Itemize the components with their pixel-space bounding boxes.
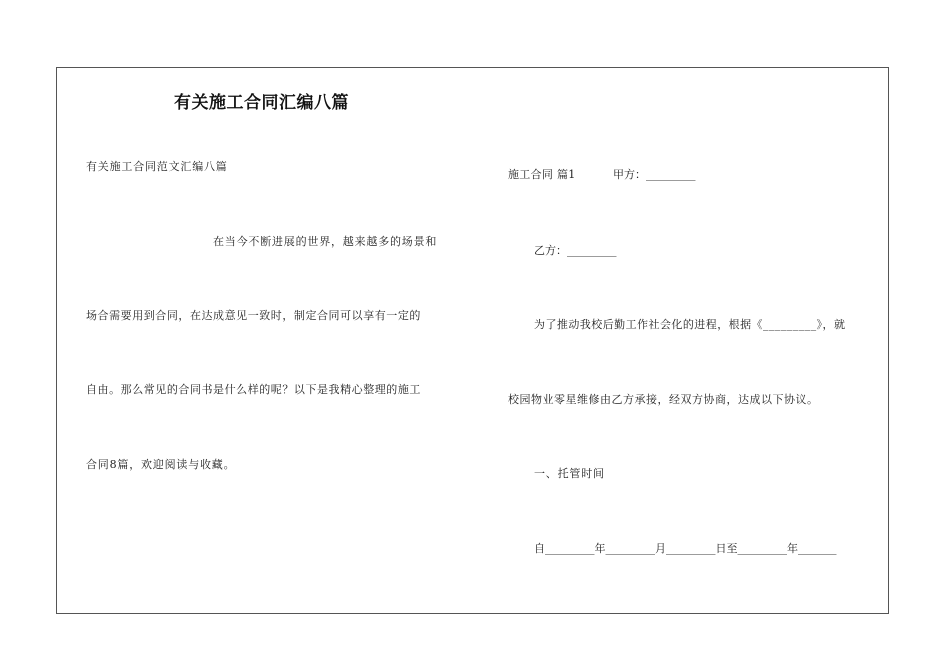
party-b-field: 乙方：_________ xyxy=(534,244,617,257)
intro-line-2: 场合需要用到合同，在达成意见一致时，制定合同可以享有一定的 xyxy=(86,309,421,322)
intro-line-4: 合同8篇，欢迎阅读与收藏。 xyxy=(86,458,236,471)
intro-line-3: 自由。那么常见的合同书是什么样的呢？以下是我精心整理的施工 xyxy=(86,383,421,396)
contract-heading: 施工合同 篇1 xyxy=(508,168,576,181)
document-subtitle: 有关施工合同范文汇编八篇 xyxy=(86,160,228,173)
section-heading-1: 一、托管时间 xyxy=(534,467,605,480)
page-frame xyxy=(56,67,889,614)
purpose-line-2: 校园物业零星维修由乙方承接，经双方协商，达成以下协议。 xyxy=(508,393,819,406)
date-range-line: 自_________年_________月_________日至_________年_______ xyxy=(534,542,837,555)
party-a-field: 甲方：_________ xyxy=(613,168,696,181)
purpose-line-1: 为了推动我校后勤工作社会化的进程，根据《_________》，就 xyxy=(534,318,846,331)
document-title: 有关施工合同汇编八篇 xyxy=(174,93,349,113)
intro-line-1: 在当今不断进展的世界，越来越多的场景和 xyxy=(213,235,438,248)
